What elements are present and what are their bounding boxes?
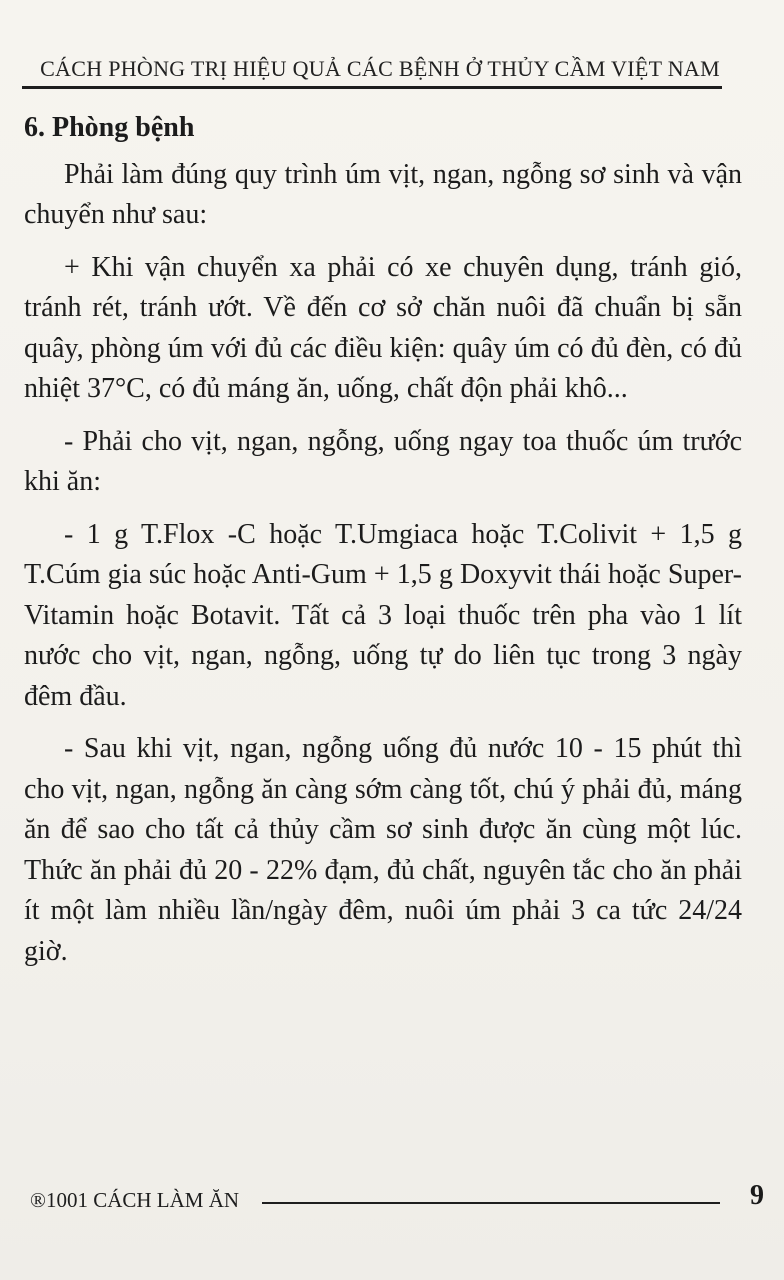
header-rule xyxy=(22,86,722,89)
page-body xyxy=(24,108,742,984)
paragraph-medicine-recipe: - 1 g T.Flox -C hoặc T.Umgiaca hoặc T.Colivit + 1,5 g T.Cúm gia súc hoặc Anti-Gum + 1,5 g Doxyvit thái hoặc Super-Vitamin hoặc Botavit. Tất cả 3 loại thuốc trên pha vào 1 lít nước cho vịt, ngan, ngỗng, uống tự do liên tục trong 3 ngày đêm đầu. xyxy=(24,518,742,712)
paragraph-feeding: - Sau khi vịt, ngan, ngỗng uống đủ nước 10 - 15 phút thì cho vịt, ngan, ngỗng ăn càng sớm càng tốt, chú ý phải đủ, máng ăn để sao cho tất cả thủy cầm sơ sinh được ăn cùng một lúc. Thức ăn phải đủ 20 - 22% đạm, đủ chất, nguyên tắc cho ăn phải ít một làm nhiều lần/ngày đêm, nuôi úm phải 3 ca tức 24/24 giờ. xyxy=(24,733,742,967)
paragraph-intro: Phải làm đúng quy trình úm vịt, ngan, ngỗng sơ sinh và vận chuyển như sau: xyxy=(24,158,742,230)
page-number: 9 xyxy=(750,1180,764,1211)
footer-rule xyxy=(262,1202,720,1204)
paragraph-medicine-intro: - Phải cho vịt, ngan, ngỗng, uống ngay toa thuốc úm trước khi ăn: xyxy=(24,425,742,497)
paragraph-transport: + Khi vận chuyển xa phải có xe chuyên dụng, tránh gió, tránh rét, tránh ướt. Về đến cơ sở chăn nuôi đã chuẩn bị sẵn quây, phòng úm với đủ các điều kiện: quây úm có đủ đèn, có đủ nhiệt 37°C, có đủ máng ăn, uống, chất độn phải khô... xyxy=(24,251,742,404)
running-header: CÁCH PHÒNG TRỊ HIỆU QUẢ CÁC BỆNH Ở THỦY CẦM VIỆT NAM xyxy=(40,56,720,81)
footer-series-title: ®1001 CÁCH LÀM ĂN xyxy=(30,1188,240,1212)
section-title: 6. Phòng bệnh xyxy=(24,112,195,143)
